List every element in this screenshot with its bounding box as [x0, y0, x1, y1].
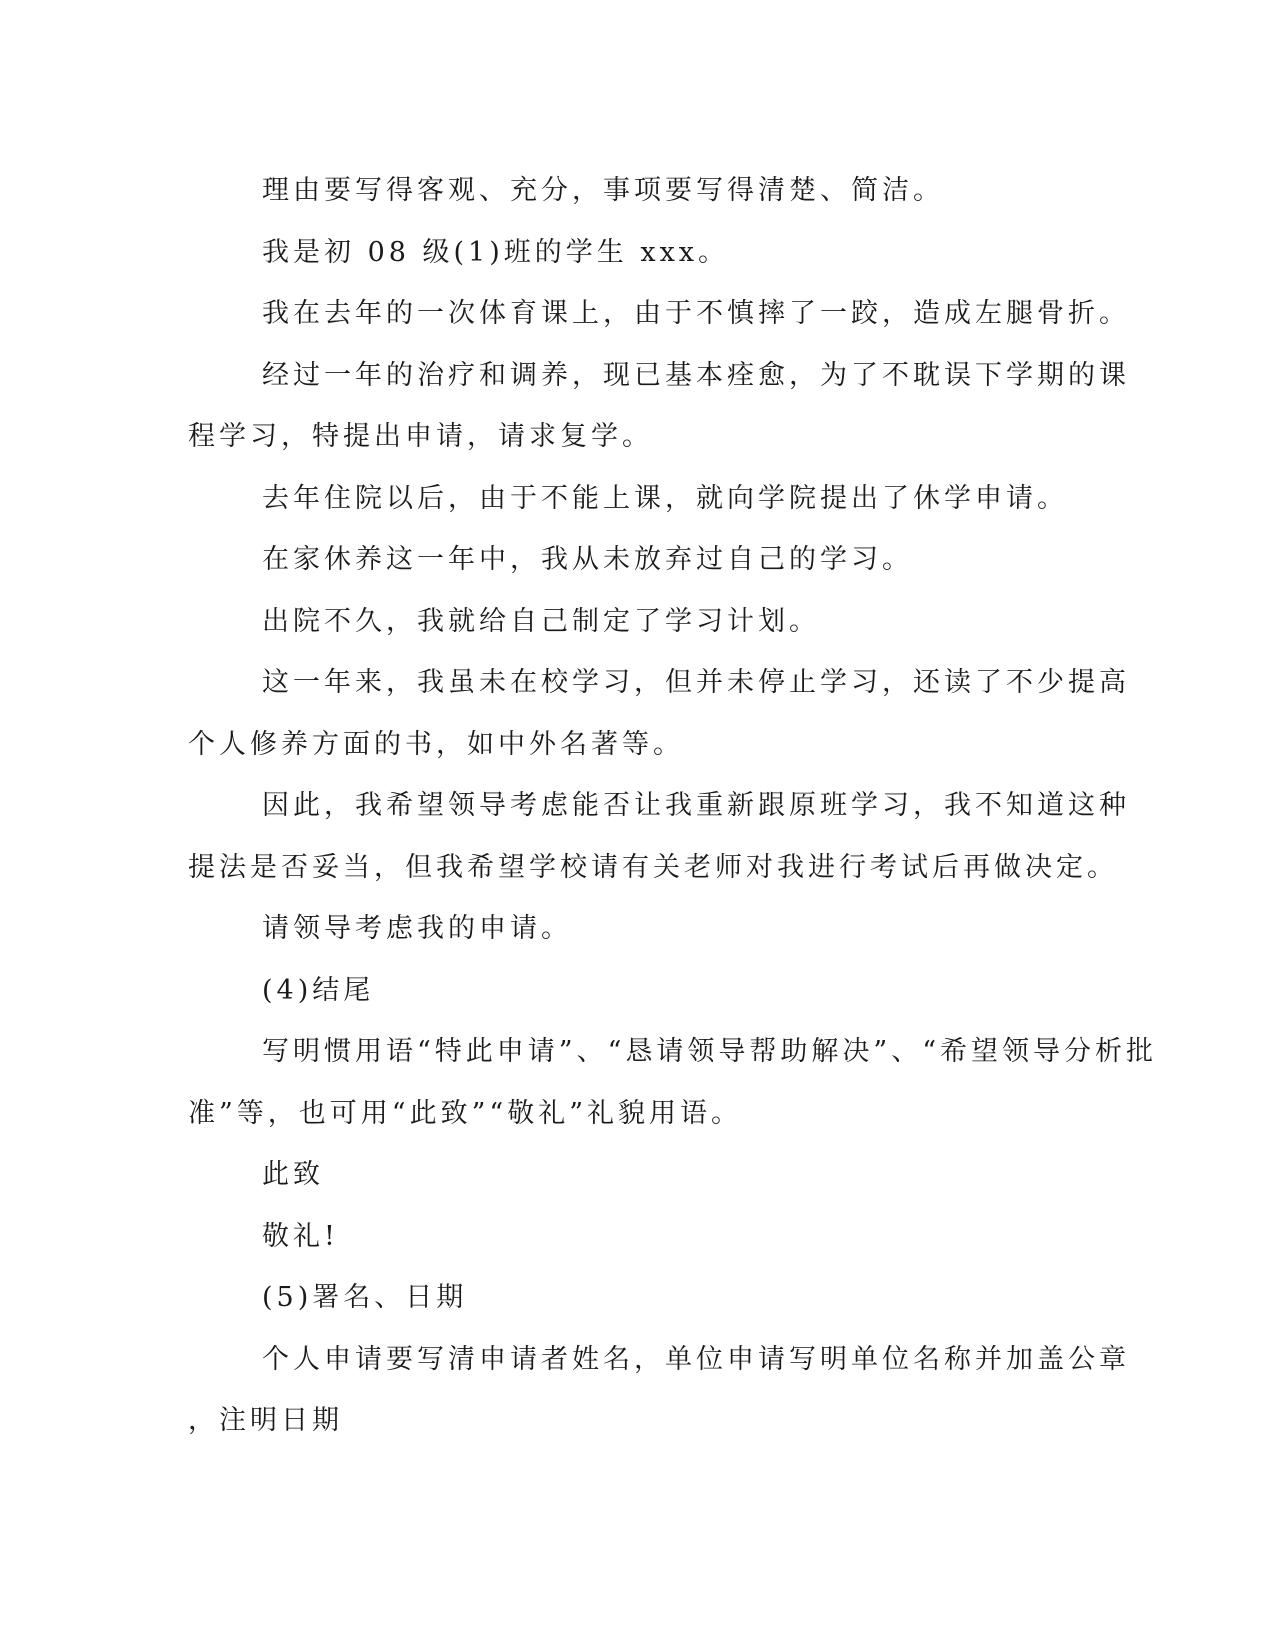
paragraph-line: 在家休养这一年中，我从未放弃过自己的学习。: [262, 544, 913, 575]
closing-line: 此致: [262, 1159, 324, 1190]
paragraph-line: ，注明日期: [188, 1405, 343, 1436]
paragraph-line: 出院不久，我就给自己制定了学习计划。: [262, 605, 820, 637]
paragraph-line: 去年住院以后，由于不能上课，就向学院提出了休学申请。: [262, 482, 1068, 514]
section-heading: (5)署名、日期: [262, 1282, 468, 1313]
paragraph-line: 这一年来，我虽未在校学习，但并未停止学习，还读了不少提高: [262, 667, 1130, 698]
paragraph-line: 准”等，也可用“此致”“敬礼”礼貌用语。: [188, 1097, 743, 1129]
paragraph-line: 个人修养方面的书，如中外名著等。: [188, 728, 684, 760]
paragraph-line: 经过一年的治疗和调养，现已基本痊愈，为了不耽误下学期的课: [262, 359, 1130, 391]
paragraph-line: 提法是否妥当，但我希望学校请有关老师对我进行考试后再做决定。: [188, 851, 1118, 883]
paragraph-line: 程学习，特提出申请，请求复学。: [188, 421, 653, 452]
paragraph-line: 个人申请要写清申请者姓名，单位申请写明单位名称并加盖公章: [262, 1343, 1130, 1375]
closing-line: 敬礼!: [262, 1220, 339, 1252]
paragraph-line: 我是初 08 级(1)班的学生 xxx。: [262, 236, 730, 268]
paragraph-line: 因此，我希望领导考虑能否让我重新跟原班学习，我不知道这种: [262, 790, 1130, 821]
paragraph-line: 请领导考虑我的申请。: [262, 913, 572, 944]
paragraph-line: 理由要写得客观、充分，事项要写得清楚、简洁。: [262, 175, 944, 206]
section-heading: (4)结尾: [262, 974, 375, 1006]
paragraph-line: 写明惯用语“特此申请”、“恳请领导帮助解决”、“希望领导分析批: [262, 1036, 1158, 1067]
document-body: [188, 160, 1158, 1452]
paragraph-line: 我在去年的一次体育课上，由于不慎摔了一跤，造成左腿骨折。: [262, 298, 1130, 329]
